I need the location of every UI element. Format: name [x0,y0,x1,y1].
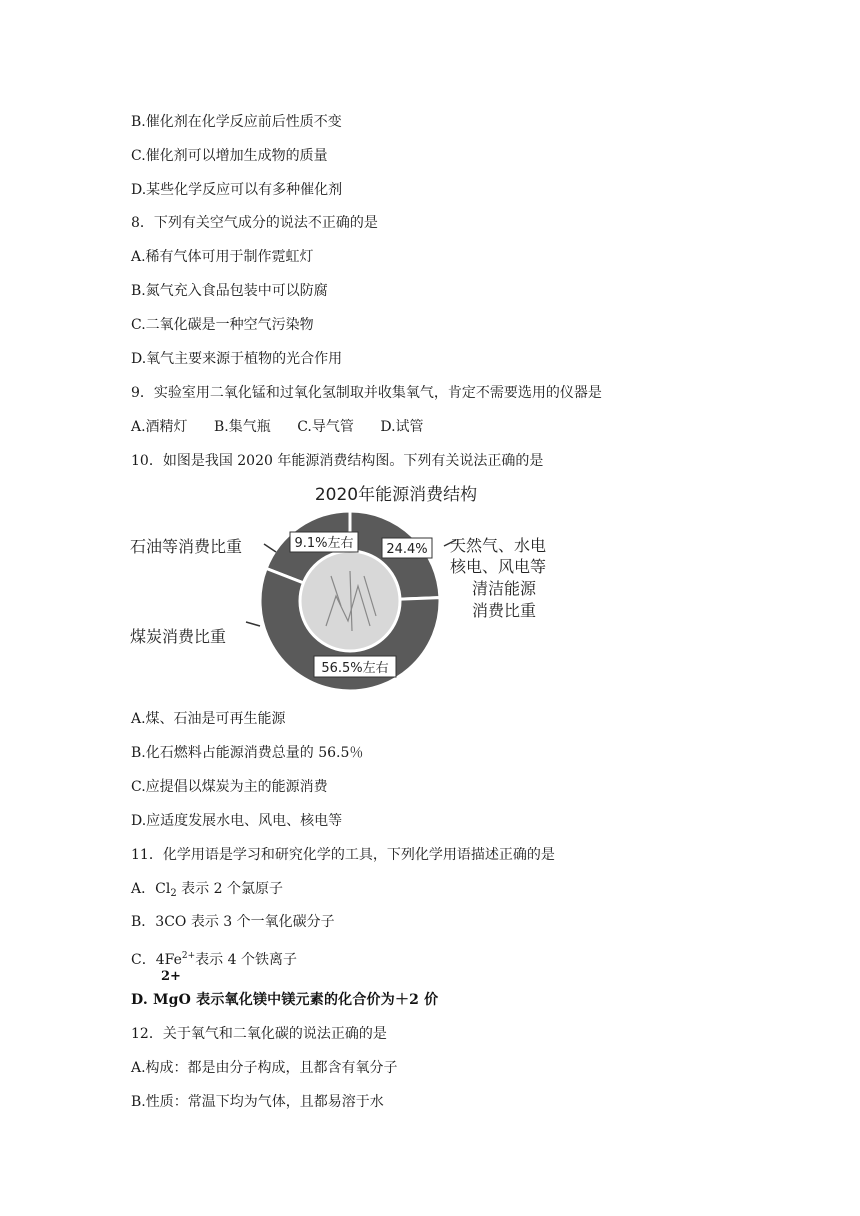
clean-side-label-2: 核电、风电等 [450,557,547,576]
q7-option-d: D.某些化学反应可以有多种催化剂 [131,182,343,198]
q9-option-a: A.酒精灯 [131,419,188,435]
pie-center-image [300,551,400,651]
q10-option-c: C.应提倡以煤炭为主的能源消费 [131,779,328,795]
q10-option-d: D.应适度发展水电、风电、核电等 [131,813,343,829]
q8-option-c: C.二氧化碳是一种空气污染物 [131,317,314,333]
clean-side-label-3: 清洁能源 [472,579,537,598]
q11c-suffix: 表示 4 个铁离子 [195,952,297,968]
q12-option-a: A.构成：都是由分子构成，且都含有氧分子 [131,1060,398,1076]
q8-option-a: A.稀有气体可用于制作霓虹灯 [131,249,314,265]
q11a-suffix: 表示 2 个氯原子 [176,881,283,897]
q11a-prefix: A．Cl [131,881,171,897]
q10-option-b: B.化石燃料占能源消费总量的 56.5％ [131,745,364,761]
clean-side-label-4: 消费比重 [472,601,537,620]
q7-option-b: B.催化剂在化学反应前后性质不变 [131,114,342,130]
question-11: 11．化学用语是学习和研究化学的工具，下列化学用语描述正确的是 [131,847,555,863]
coal-slice-label: 56.5%左右 [321,661,389,676]
oil-leader-line [264,544,276,552]
question-12: 12．关于氧气和二氧化碳的说法正确的是 [131,1026,387,1042]
q11d-charge: 2+ [161,969,181,984]
q11d-text: D. MgO 表示氧化镁中镁元素的化合价为＋2 价 [131,992,439,1008]
question-8: 8．下列有关空气成分的说法不正确的是 [131,215,378,231]
q9-options [131,418,424,436]
q8-option-b: B.氮气充入食品包装中可以防腐 [131,283,328,299]
energy-pie-chart [126,476,586,692]
coal-leader-line [246,622,260,626]
q7-option-c: C.催化剂可以增加生成物的质量 [131,148,328,164]
q11-option-c [131,947,297,969]
q9-option-c: C.导气管 [297,419,354,435]
q11-option-b: B．3CO 表示 3 个一氧化碳分子 [131,914,335,930]
q12-option-b: B.性质：常温下均为气体，且都易溶于水 [131,1094,384,1110]
q9-option-d: D.试管 [380,419,424,435]
oil-slice-label: 9.1%左右 [294,536,354,551]
clean-side-label-1: 天然气、水电 [450,536,547,555]
q9-option-b: B.集气瓶 [214,419,271,435]
oil-side-label: 石油等消费比重 [130,537,243,556]
q11a-subscript: 2 [170,888,177,899]
coal-side-label: 煤炭消费比重 [130,627,227,646]
q11c-prefix: C．4Fe [131,952,182,968]
q10-option-a: A.煤、石油是可再生能源 [131,711,286,727]
q8-option-d: D.氧气主要来源于植物的光合作用 [131,351,343,367]
question-10: 10．如图是我国 2020 年能源消费结构图。下列有关说法正确的是 [131,453,544,469]
q11c-superscript: 2+ [181,951,196,961]
chart-title: 2020年能源消费结构 [314,485,478,505]
question-9: 9．实验室用二氧化锰和过氧化氢制取并收集氧气，肯定不需要选用的仪器是 [131,385,602,401]
clean-slice-label: 24.4% [386,542,428,557]
q11-option-a [131,880,283,903]
